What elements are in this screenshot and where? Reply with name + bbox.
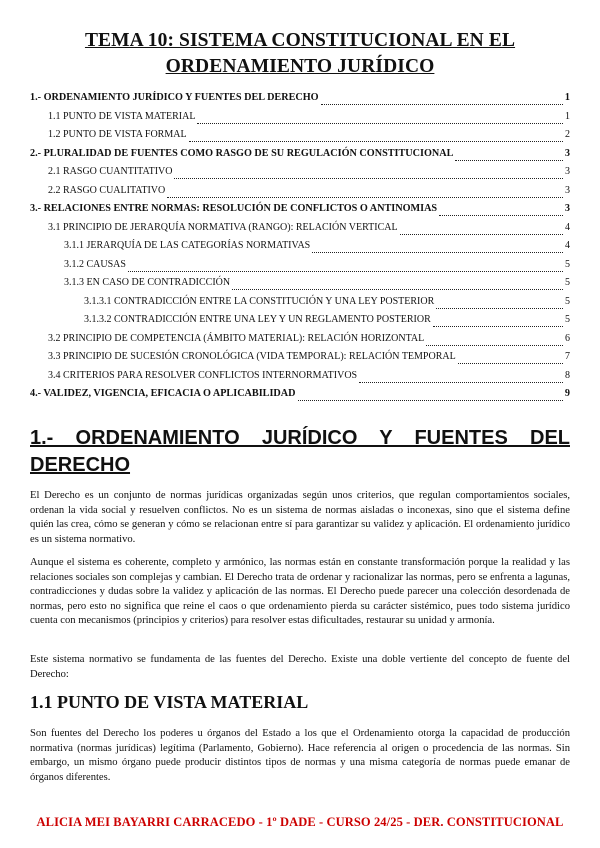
- toc-entry-page: 8: [565, 369, 570, 381]
- toc-entry[interactable]: [48, 222, 570, 240]
- section-1-paragraph: Aunque el sistema es coherente, completo y armónico, las normas están en constante transformación porque la realidad y las relaciones sociales son complejas y cambian. El Derecho trata de ordenar y racionalizar las normas, pero se enfrenta a lagunas, contradicciones y dudas sobre la validez y aplicación de las normas. El Derecho puede parecer una colección desordenada de normas, pero esto no significa que reine el caos o que ordenamiento pierda su carácter sistémico, pues todo sistema jurídico cuenta con mecanismos (principios y criterios) para resolver estas dificultades, restaurar su unidad y armonía.: [30, 557, 570, 627]
- toc-entry-label: 3.- RELACIONES ENTRE NORMAS: RESOLUCIÓN DE CONFLICTOS O ANTINOMIAS: [30, 203, 438, 214]
- toc-entry-page: 1: [565, 110, 570, 122]
- toc-entry-label: 2.- PLURALIDAD DE FUENTES COMO RASGO DE SU REGULACIÓN CONSTITUCIONAL: [30, 147, 454, 159]
- toc-entry[interactable]: [64, 240, 570, 258]
- toc-leader-dots: [174, 169, 563, 179]
- toc-entry-page: 1: [564, 92, 570, 103]
- toc-entry[interactable]: [84, 314, 570, 332]
- page-footer: ALICIA MEI BAYARRI CARRACEDO - 1º DADE - CURSO 24/25 - DER. CONSTITUCIONAL: [36, 815, 564, 829]
- toc-entry[interactable]: [30, 203, 570, 221]
- toc-entry[interactable]: [30, 148, 570, 166]
- toc-leader-dots: [128, 262, 563, 272]
- toc-entry-page: 4: [565, 221, 570, 233]
- toc-leader-dots: [321, 95, 563, 105]
- toc-entry-page: 3: [564, 147, 570, 159]
- toc-entry-page: 4: [565, 240, 570, 251]
- toc-entry[interactable]: [64, 277, 570, 295]
- toc-entry-label: 3.3 PRINCIPIO DE SUCESIÓN CRONOLÓGICA (VIDA TEMPORAL): RELACIÓN TEMPORAL: [48, 351, 456, 362]
- toc-leader-dots: [167, 188, 563, 198]
- toc-entry-page: 6: [565, 332, 570, 344]
- toc-entry-label: 3.1.2 CAUSAS: [64, 258, 126, 270]
- document-title-line-2: ORDENAMIENTO JURÍDICO: [165, 56, 435, 77]
- toc-leader-dots: [436, 299, 563, 309]
- toc-entry-label: 3.2 PRINCIPIO DE COMPETENCIA (ÁMBITO MATERIAL): RELACIÓN HORIZONTAL: [48, 332, 425, 344]
- toc-leader-dots: [455, 151, 563, 161]
- toc-entry-label: 1.- ORDENAMIENTO JURÍDICO Y FUENTES DEL DERECHO: [30, 92, 319, 103]
- toc-entry-label: 2.2 RASGO CUALITATIVO: [48, 184, 166, 196]
- section-1-1-paragraph: Son fuentes del Derecho los poderes u órganos del Estado a los que el Ordenamiento otorga la capacidad de producción normativa (normas jurídicas) legítima (Parlamento, Gobierno). Hace referencia al origen o procedencia de las normas. Sin embargo, un mismo órgano puede producir distintos tipos de normas y una misma categoría de normas puede emanar de órganos diferentes.: [30, 728, 570, 783]
- toc-entry-label: 1.1 PUNTO DE VISTA MATERIAL: [48, 110, 196, 122]
- toc-entry-page: 2: [565, 129, 570, 140]
- document-title-line-1: TEMA 10: SISTEMA CONSTITUCIONAL EN EL: [84, 30, 516, 51]
- toc-entry-label: 3.1.3.1 CONTRADICCIÓN ENTRE LA CONSTITUCIÓN Y UNA LEY POSTERIOR: [84, 295, 435, 307]
- toc-entry-page: 3: [565, 184, 570, 196]
- toc-leader-dots: [433, 317, 563, 327]
- toc-entry[interactable]: [48, 351, 570, 369]
- toc-leader-dots: [400, 225, 563, 235]
- toc-entry[interactable]: [48, 370, 570, 388]
- toc-entry-page: 5: [565, 258, 570, 270]
- toc-entry[interactable]: [48, 333, 570, 351]
- section-heading-1-line-2: DERECHO: [30, 454, 131, 476]
- section-heading-1-line-1: 1.- ORDENAMIENTO JURÍDICO Y FUENTES DEL: [30, 427, 570, 449]
- toc-entry-label: 3.4 CRITERIOS PARA RESOLVER CONFLICTOS INTERNORMATIVOS: [48, 369, 358, 381]
- toc-leader-dots: [197, 114, 563, 124]
- toc-leader-dots: [426, 336, 563, 346]
- toc-entry[interactable]: [84, 296, 570, 314]
- toc-entry-label: 3.1.3.2 CONTRADICCIÓN ENTRE UNA LEY Y UN REGLAMENTO POSTERIOR: [84, 314, 431, 325]
- toc-entry-page: 7: [565, 351, 570, 362]
- toc-entry-page: 9: [564, 388, 570, 399]
- toc-entry-label: 3.1.1 JERARQUÍA DE LAS CATEGORÍAS NORMATIVAS: [64, 240, 311, 251]
- toc-entry-page: 5: [565, 295, 570, 307]
- toc-entry-label: 4.- VALIDEZ, VIGENCIA, EFICACIA O APLICABILIDAD: [30, 388, 296, 399]
- toc-entry-label: 3.1 PRINCIPIO DE JERARQUÍA NORMATIVA (RANGO): RELACIÓN VERTICAL: [48, 221, 398, 233]
- section-1-paragraph: El Derecho es un conjunto de normas jurídicas organizadas según unos criterios, que regulan comportamientos sociales, ordenan la vida social y resuelven conflictos. No es un sistema de normas aisladas o inconexas, sino que el sistema define quién las crea, cómo se generan y cómo se relacionan entre sí para garantizar su validez y aplicación. El ordenamiento jurídico es un sistema normativo.: [30, 490, 570, 545]
- toc-entry[interactable]: [64, 259, 570, 277]
- toc-entry-page: 5: [565, 314, 570, 325]
- toc-entry-label: 3.1.3 EN CASO DE CONTRADICCIÓN: [64, 277, 231, 288]
- toc-leader-dots: [298, 391, 563, 401]
- toc-entry[interactable]: [30, 388, 570, 406]
- toc-entry-label: 2.1 RASGO CUANTITATIVO: [48, 166, 173, 177]
- toc-leader-dots: [458, 354, 563, 364]
- toc-leader-dots: [439, 206, 563, 216]
- toc-leader-dots: [312, 243, 563, 253]
- toc-entry[interactable]: [30, 92, 570, 110]
- toc-entry-page: 3: [564, 203, 570, 214]
- toc-leader-dots: [189, 132, 563, 142]
- toc-leader-dots: [359, 373, 563, 383]
- toc-entry[interactable]: [48, 166, 570, 184]
- toc-entry-page: 5: [565, 277, 570, 288]
- toc-entry[interactable]: [48, 111, 570, 129]
- toc-entry-label: 1.2 PUNTO DE VISTA FORMAL: [48, 129, 187, 140]
- toc-entry[interactable]: [48, 129, 570, 147]
- toc-entry-page: 3: [565, 166, 570, 177]
- toc-entry[interactable]: [48, 185, 570, 203]
- section-1-paragraph: Este sistema normativo se fundamenta de las fuentes del Derecho. Existe una doble vertiente del concepto de fuente del Derecho:: [30, 654, 570, 680]
- section-heading-1-1: 1.1 PUNTO DE VISTA MATERIAL: [30, 692, 309, 712]
- toc-leader-dots: [232, 280, 563, 290]
